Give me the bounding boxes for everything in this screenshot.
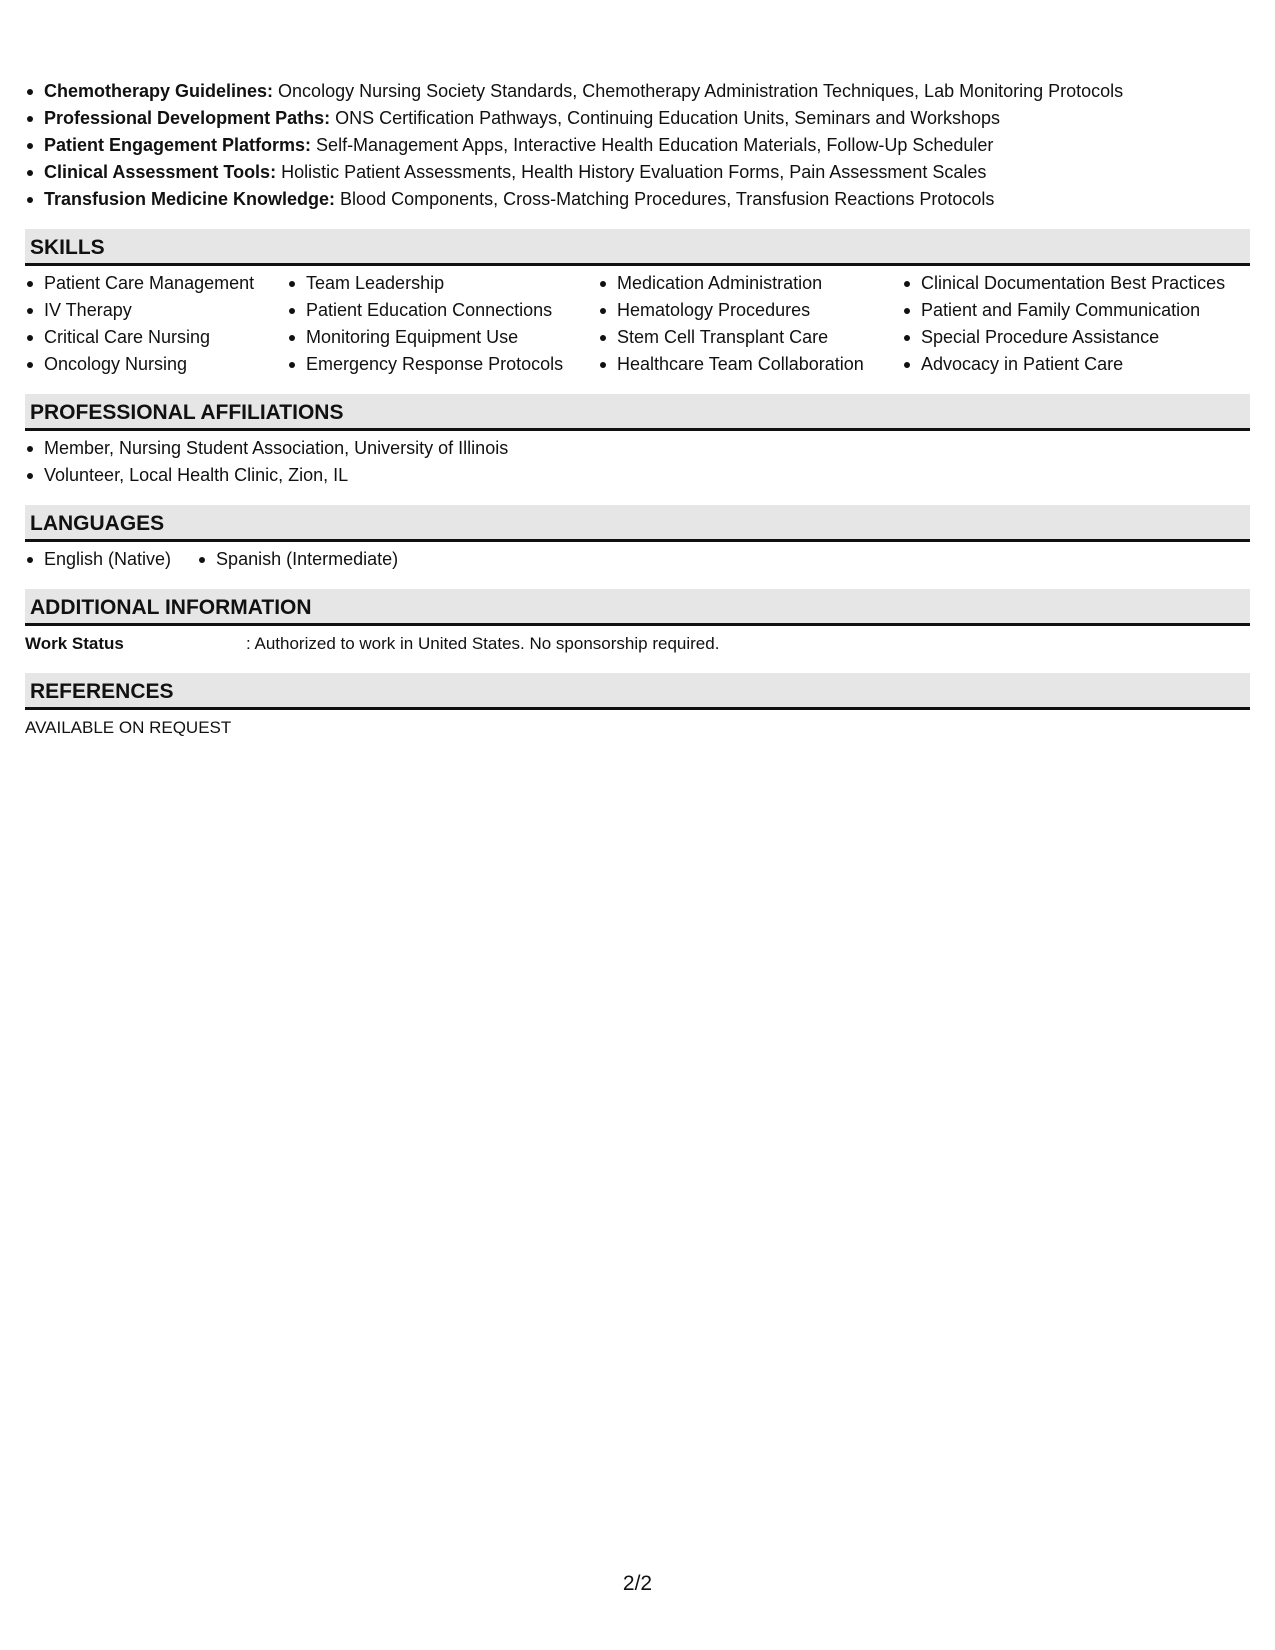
affiliation-item: Volunteer, Local Health Clinic, Zion, IL	[25, 462, 1250, 489]
skills-grid	[25, 270, 1250, 378]
skill-item: Healthcare Team Collaboration	[598, 351, 902, 378]
skill-item: Advocacy in Patient Care	[902, 351, 1242, 378]
affiliations-section-title: PROFESSIONAL AFFILIATIONS	[25, 394, 1250, 431]
skill-item: Team Leadership	[287, 270, 598, 297]
skills-column	[598, 270, 902, 378]
skills-section-title: SKILLS	[25, 229, 1250, 266]
list-item-detail: Self-Management Apps, Interactive Health Education Materials, Follow-Up Scheduler	[311, 135, 994, 155]
list-item-term: Clinical Assessment Tools:	[44, 162, 277, 182]
work-status-row	[25, 630, 1250, 657]
list-item	[25, 159, 1250, 186]
references-section-title: REFERENCES	[25, 673, 1250, 710]
affiliations-list	[25, 435, 1250, 489]
work-status-value: : Authorized to work in United States. No sponsorship required.	[246, 634, 720, 653]
list-item	[25, 105, 1250, 132]
list-item-detail: ONS Certification Pathways, Continuing Education Units, Seminars and Workshops	[330, 108, 1001, 128]
skill-item: Hematology Procedures	[598, 297, 902, 324]
list-item-detail: Holistic Patient Assessments, Health History Evaluation Forms, Pain Assessment Scales	[276, 162, 987, 182]
skill-item: IV Therapy	[25, 297, 287, 324]
skill-item: Clinical Documentation Best Practices	[902, 270, 1242, 297]
skill-item: Oncology Nursing	[25, 351, 287, 378]
skill-item: Critical Care Nursing	[25, 324, 287, 351]
skills-column	[25, 270, 287, 378]
skill-item: Patient and Family Communication	[902, 297, 1242, 324]
skill-item: Patient Care Management	[25, 270, 287, 297]
affiliation-item: Member, Nursing Student Association, University of Illinois	[25, 435, 1250, 462]
references-text: AVAILABLE ON REQUEST	[25, 718, 232, 737]
list-item-detail: Blood Components, Cross-Matching Procedures, Transfusion Reactions Protocols	[335, 189, 995, 209]
skill-item: Monitoring Equipment Use	[287, 324, 598, 351]
additional-info-section-title: ADDITIONAL INFORMATION	[25, 589, 1250, 626]
list-item-term: Professional Development Paths:	[44, 108, 331, 128]
list-item-term: Patient Engagement Platforms:	[44, 135, 312, 155]
skill-item: Stem Cell Transplant Care	[598, 324, 902, 351]
languages-list	[25, 546, 1250, 573]
list-item-term: Transfusion Medicine Knowledge:	[44, 189, 336, 209]
language-item: English (Native)	[25, 546, 171, 573]
work-status-label: Work Status	[25, 634, 124, 653]
skill-item: Medication Administration	[598, 270, 902, 297]
list-item	[25, 78, 1250, 105]
languages-section-title: LANGUAGES	[25, 505, 1250, 542]
language-item: Spanish (Intermediate)	[197, 546, 398, 573]
list-item-term: Chemotherapy Guidelines:	[44, 81, 274, 101]
resume-page-2	[25, 78, 1250, 741]
list-item	[25, 186, 1250, 213]
skill-item: Patient Education Connections	[287, 297, 598, 324]
skills-column	[287, 270, 598, 378]
skill-item: Emergency Response Protocols	[287, 351, 598, 378]
page-number: 2/2	[622, 1572, 653, 1595]
skills-column	[902, 270, 1242, 378]
list-item-detail: Oncology Nursing Society Standards, Chemotherapy Administration Techniques, Lab Monitoring Protocols	[273, 81, 1124, 101]
skill-item: Special Procedure Assistance	[902, 324, 1242, 351]
technical-knowledge-list	[25, 78, 1250, 213]
list-item	[25, 132, 1250, 159]
